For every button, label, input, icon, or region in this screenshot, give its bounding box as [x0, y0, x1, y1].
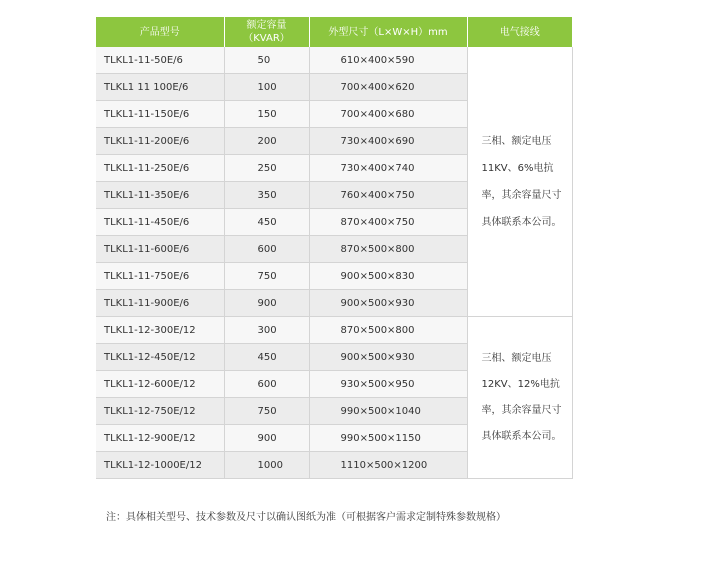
dimensions-cell: 900×500×930 [309, 290, 467, 317]
capacity-cell: 450 [224, 209, 309, 236]
model-cell: TLKL1-11-450E/6 [96, 209, 224, 236]
header-capacity-line2: （KVAR） [243, 33, 290, 44]
header-capacity-line1: 额定容量 [246, 20, 287, 31]
model-cell: TLKL1-12-1000E/12 [96, 452, 224, 479]
dimensions-cell: 870×500×800 [309, 317, 467, 344]
model-cell: TLKL1-12-600E/12 [96, 371, 224, 398]
dimensions-cell: 900×500×930 [309, 344, 467, 371]
header-model: 产品型号 [96, 17, 224, 47]
dimensions-cell: 930×500×950 [309, 371, 467, 398]
dimensions-cell: 990×500×1150 [309, 425, 467, 452]
model-cell: TLKL1-12-450E/12 [96, 344, 224, 371]
capacity-cell: 600 [224, 371, 309, 398]
model-cell: TLKL1 11 100E/6 [96, 74, 224, 101]
dimensions-cell: 700×400×620 [309, 74, 467, 101]
dimensions-cell: 900×500×830 [309, 263, 467, 290]
capacity-cell: 350 [224, 182, 309, 209]
model-cell: TLKL1-12-900E/12 [96, 425, 224, 452]
header-dimensions: 外型尺寸（L×W×H）mm [309, 17, 467, 47]
capacity-cell: 600 [224, 236, 309, 263]
capacity-cell: 100 [224, 74, 309, 101]
dimensions-cell: 760×400×750 [309, 182, 467, 209]
model-cell: TLKL1-11-600E/6 [96, 236, 224, 263]
capacity-cell: 50 [224, 47, 309, 74]
capacity-cell: 750 [224, 398, 309, 425]
model-cell: TLKL1-11-750E/6 [96, 263, 224, 290]
header-wiring: 电气接线 [467, 17, 572, 47]
model-cell: TLKL1-11-200E/6 [96, 128, 224, 155]
capacity-cell: 1000 [224, 452, 309, 479]
capacity-cell: 200 [224, 128, 309, 155]
dimensions-cell: 610×400×590 [309, 47, 467, 74]
table-header [96, 17, 572, 47]
capacity-cell: 900 [224, 425, 309, 452]
dimensions-cell: 730×400×740 [309, 155, 467, 182]
dimensions-cell: 870×500×800 [309, 236, 467, 263]
model-cell: TLKL1-12-750E/12 [96, 398, 224, 425]
capacity-cell: 900 [224, 290, 309, 317]
model-cell: TLKL1-12-300E/12 [96, 317, 224, 344]
model-cell: TLKL1-11-250E/6 [96, 155, 224, 182]
dimensions-cell: 990×500×1040 [309, 398, 467, 425]
dimensions-cell: 730×400×690 [309, 128, 467, 155]
model-cell: TLKL1-11-150E/6 [96, 101, 224, 128]
dimensions-cell: 700×400×680 [309, 101, 467, 128]
table-row [96, 317, 572, 344]
model-cell: TLKL1-11-900E/6 [96, 290, 224, 317]
dimensions-cell: 870×400×750 [309, 209, 467, 236]
header-capacity [224, 17, 309, 47]
capacity-cell: 250 [224, 155, 309, 182]
capacity-cell: 450 [224, 344, 309, 371]
model-cell: TLKL1-11-50E/6 [96, 47, 224, 74]
dimensions-cell: 1110×500×1200 [309, 452, 467, 479]
wiring-note-group2: 三相、额定电压12KV、12%电抗率，其余容量尺寸具体联系本公司。 [467, 317, 572, 479]
wiring-note-group1: 三相、额定电压11KV、6%电抗率，其余容量尺寸具体联系本公司。 [467, 47, 572, 317]
capacity-cell: 150 [224, 101, 309, 128]
table-row [96, 47, 572, 74]
spec-table [96, 17, 573, 479]
table-body [96, 47, 572, 479]
capacity-cell: 750 [224, 263, 309, 290]
model-cell: TLKL1-11-350E/6 [96, 182, 224, 209]
footnote: 注：具体相关型号、技术参数及尺寸以确认图纸为准（可根据客户需求定制特殊参数规格） [106, 512, 506, 523]
capacity-cell: 300 [224, 317, 309, 344]
